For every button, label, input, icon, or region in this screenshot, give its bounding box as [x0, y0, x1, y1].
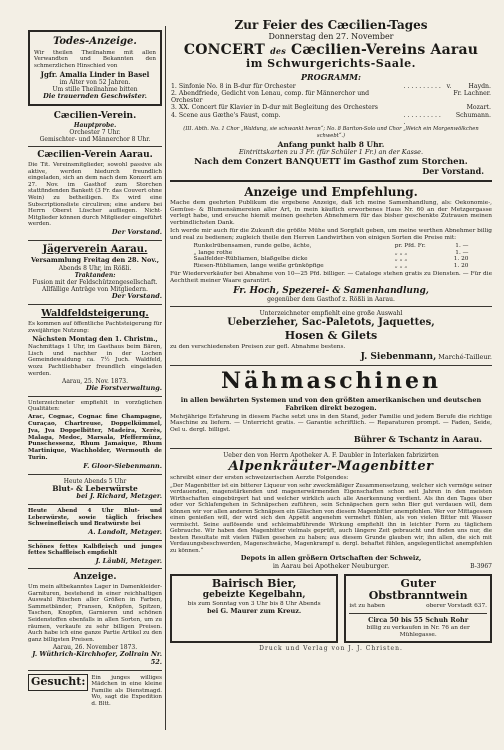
concert-banquet: Nach dem Conzert BANQUETT im Gasthof zum Storchen.	[194, 157, 468, 168]
programm-item-v: v.	[446, 82, 452, 90]
alpen-depot2: in Aarau bei Apotheker Neuburger.	[272, 561, 390, 570]
divider	[170, 365, 492, 366]
programm-note: (III. Abth. No. 1 Chor „Waldung, sie schwankt heran“; No. 8 Bariton-Solo und Chor „Weich ein Morgenwölkchen schwebt“.)	[183, 126, 479, 139]
divider	[349, 613, 487, 614]
hoch-price-row	[193, 256, 470, 263]
bier-sub: gebeizte Kegelbahn,	[202, 590, 306, 601]
wuethrich-text: Um mein altbekanntes Lager in Damenkleider-Garnituren, bestehend in einer reichhaltigen Auswahl Rüschen aller Größen in Farben, Sammetbänder, Fransen, Knöpfen, Spitzen, Taschen, Knopfen, Garnieren und schönen Seidenstoffen ebenfalls in allen Sorten, um zu räumen, verkaufe zu sehr billigen Preisen. Auch habe ich eine ganze Partie Artikel zu den ganz billigsten Preisen.	[28, 583, 162, 643]
caecilien-banquet-text: Die Tit. Vereinsmitglieder, sowohl passive als aktive, werden hiedurch freundlich eingeladen, sich an dem nach dem Konzert am 27. Nov. im Gasthof zum Storchen stattfindenden Bankett (3 Fr. das Couvert ohne Wein) zu betheiligen. Es wird eine Subscriptionsliste circuliren; eine andere bei Herrn Oberst Lüscher aufliegen. Nicht-Mitglieder können durch Mitglieder eingeführt werden.	[28, 162, 162, 228]
hoch-price-label: Runkelrübensamen, runde gelbe, ächte,	[193, 242, 312, 249]
concert-tickets: Eintrittskarten zu 3 Fr. (für Schüler 1 Fr.) an der Kasse.	[238, 148, 424, 157]
steinmann-line2: Hosen & Gilets	[284, 328, 378, 342]
alpenkraeuter-ad	[170, 452, 492, 571]
steinmann-line1: Ueberzieher, Sac-Paletots, Jaquettes,	[227, 317, 435, 329]
hoch-price-row	[193, 263, 470, 270]
programm-item	[170, 104, 492, 111]
divider	[28, 146, 162, 147]
divider	[28, 304, 162, 305]
jaeger-line2: Abends 8 Uhr, im Rößli.	[58, 265, 132, 273]
programm-item-v	[446, 104, 453, 111]
divider	[28, 670, 162, 671]
alpen-code: B-3967	[470, 563, 492, 571]
richard-signature: bei J. Richard, Metzger.	[76, 492, 162, 501]
obst-text3: Circa 50 bis 55 Schuh Rohr	[368, 616, 469, 625]
concert-heading: Zur Feier des Cæcilien-Tages	[234, 18, 428, 32]
hoch-price-unit: „ „ „	[394, 249, 408, 256]
programm-title: PROGRAMM:	[301, 72, 361, 83]
wald-date: Nächsten Montag den 1. Christm.,	[32, 334, 158, 343]
laeubli-text: Schönes fettes Kalbfleisch und junges fettes Schaffleisch empfiehlt	[28, 543, 162, 557]
naehmaschinen-sub: in allen bewährten Systemen und von den größten amerikanischen und deutschen Fabriken direkt bezogen.	[180, 396, 482, 412]
divider	[170, 180, 492, 182]
programm-item-title: 3. XX. Concert für Klavier in D-dur mit Begleitung des Orchesters	[171, 104, 378, 112]
laeubli-signature: J. Läubli, Metzger.	[95, 556, 162, 565]
naehmaschinen-title: Nähmaschinen	[220, 368, 441, 395]
divider	[170, 306, 492, 307]
concert-title-a: CONCERT	[183, 41, 266, 58]
caecilien-banquet-signature: Der Vorstand.	[111, 228, 162, 237]
concert-ad	[170, 18, 492, 177]
richard-title: Blut- & Leberwürste	[52, 483, 138, 493]
steinmann-signature-name: J. Siebenmann,	[360, 351, 437, 362]
wald-text: Es kommen auf öffentliche Pachtsteigerung für zweijährige Nutzung:	[28, 321, 162, 334]
hoch-price-value: 1. —	[455, 249, 469, 256]
death-notice-text: Wir theilen Theilnahme mit allen Verwandten und Bekannten den schmerzlichen Hinschied von	[34, 49, 156, 69]
alpen-intro: Ueber den von Herrn Apotheker A. F. Daubler in Interlaken fabrizirten	[223, 451, 439, 459]
jaeger-title: Jägerverein Aarau.	[42, 243, 148, 255]
hoch-price-value: 1. —	[455, 242, 469, 249]
alpen-depot: Depots in allen größern Ortschaften der Schweiz,	[240, 554, 422, 563]
laeubli-ad	[28, 544, 162, 566]
bier-text: bis zum Sonntag von 3 Uhr bis 8 Uhr Abends	[187, 601, 321, 608]
gloor-signature: F. Gloor-Siebenmann.	[83, 461, 162, 470]
programm-item-title: 1. Sinfonie No. 8 in B-dur für Orchester	[171, 82, 296, 90]
gesucht-title: Gesucht:	[28, 674, 88, 691]
hoch-ad	[170, 185, 492, 304]
bier-ad	[170, 574, 338, 643]
caecilien-rehearsal	[28, 111, 162, 144]
hoch-price-unit: pr. Pfd. Fr.	[394, 242, 426, 249]
hoch-price-value: 1. 20	[453, 263, 469, 270]
bier-signature: bei G. Maurer zum Kreuz.	[207, 606, 302, 615]
left-column	[28, 30, 162, 735]
richard-intro: Heute Abends 5 Uhr	[63, 477, 127, 485]
bier-title: Bairisch Bier,	[211, 576, 297, 590]
jaeger-signature: Der Vorstand.	[111, 292, 162, 301]
gloor-ad	[28, 400, 162, 471]
alpen-title: Alpenkräuter-Magenbitter	[228, 458, 434, 474]
hoch-price-unit: „ „ „	[394, 256, 408, 263]
divider	[28, 540, 162, 541]
naehmaschinen-ad	[170, 369, 492, 444]
concert-date: Donnerstag den 27. November	[268, 32, 394, 42]
divider	[28, 474, 162, 475]
wald-notice	[28, 308, 162, 393]
hoch-price-label: Saalfelder-Rübliamen, blaßgelbe dicke	[193, 256, 308, 263]
gloor-text: Arac, Cognac, Cognac fine Champagne, Curaçao, Chartreuse, Doppelkümmel, Jva, Jva Doppelbitter, Madeira, Xerès, Malaga, Medoc, Marsala, Pfeffermünz, Punschessenz, Rhum Jamaique, Rhum Martinique, Wachholder, Wermouth de Turin.	[28, 414, 162, 462]
alpen-lead: schreibt einer der ersten schweizerischen Aerzte Folgendes:	[170, 474, 349, 481]
programm-item	[170, 90, 492, 105]
right-column	[170, 14, 492, 736]
programm-item	[170, 83, 492, 90]
concert-title	[170, 42, 492, 59]
divider	[28, 568, 162, 569]
divider	[170, 448, 492, 449]
death-notice-signature: Die trauernden Geschwister.	[43, 91, 147, 100]
jaeger-line4: Allfällige Anträge von Mitgliedern.	[42, 286, 148, 294]
landolt-signature: A. Landolt, Metzger.	[88, 527, 162, 536]
obst-text4: billig zu verkaufen in Nr. 76 an der Mühlegasse.	[366, 624, 470, 638]
wald-place: Aarau, 25. Nov. 1873.	[61, 378, 128, 386]
richard-ad	[28, 478, 162, 502]
wald-signature: Die Forstverwaltung.	[85, 384, 162, 393]
landolt-ad	[28, 508, 162, 536]
gloor-intro: Unterzeichneter empfiehlt in vorzüglichen Qualitäten:	[28, 399, 162, 413]
death-notice-title: Todes-Anzeige.	[53, 36, 137, 47]
hoch-price-label: Riesen-Rübliamen, lange weiße grünköpfige	[193, 263, 324, 270]
programm-list	[170, 83, 492, 127]
programm-item-v	[446, 90, 453, 105]
caecilien-rehearsal-line2: Gemischter- und Männerchor 8 Uhr.	[39, 136, 151, 144]
divider	[28, 504, 162, 505]
hoch-price-list	[193, 243, 470, 270]
programm-item	[170, 112, 492, 127]
obst-ad	[344, 574, 492, 643]
steinmann-signature-title: Marché-Tailleur.	[438, 352, 492, 361]
hoch-text2: Ich werde mir auch für die Zukunft die größte Mühe und Sorgfalt geben, um meine werthen Abnehmer billig und real zu bedienen; zugleich theile den Herren Landwirthen von einigen Sorten die Preise mit:	[170, 228, 492, 241]
bottom-ads	[170, 574, 492, 643]
obst-title: Guter Obstbranntwein	[368, 576, 468, 603]
hoch-price-value: 1. 20	[453, 256, 469, 263]
wald-text2: Nachmittags 1 Uhr, im Gasthaus beim Bären, Lisch und nachher in der Lochen Gemeindewaldung ca. 7½ Juch. Waldfeld, wozu Pachtliebhaber freundlich eingeladen werden.	[28, 344, 162, 377]
obst-row	[349, 603, 487, 610]
hoch-price-unit: „ „ „	[394, 263, 408, 270]
concert-signature: Der Vorstand.	[422, 166, 484, 177]
wuethrich-ad	[28, 572, 162, 666]
wald-title: Waldfeldsteigerung.	[41, 308, 149, 320]
divider	[28, 240, 162, 241]
steinmann-signature	[170, 352, 492, 363]
programm-item-composer: Mozart.	[466, 104, 491, 112]
landolt-text: Heute Abend 4 Uhr Blut- und Leberwürste, sowie täglich frisches Schweinefleisch und Bratwürste bei	[28, 508, 162, 528]
wuethrich-title: Anzeige.	[73, 572, 117, 583]
steinmann-ad	[170, 310, 492, 362]
jaeger-line3: Fusion mit der Feldschützengesellschaft.	[32, 279, 158, 287]
hoch-text3: Für Wiederverkäufer bei Abnahme von 10—25 Pfd. billiger. — Cataloge stehen gratis zu Diensten. — Für die Aechtheit meiner Waare garantirt.	[170, 271, 492, 284]
wuethrich-place: Aarau, 26. November 1873.	[52, 644, 138, 652]
programm-item-dots: . . . . . . . . . .	[403, 82, 441, 90]
death-notice	[28, 30, 162, 106]
caecilien-banquet	[28, 150, 162, 236]
programm-item-composer: Schumann.	[455, 111, 491, 119]
programm-item-title: 4. Scene aus Gæthe's Faust, comp.	[171, 111, 281, 119]
concert-title-c: Cæcilien-Vereins Aarau	[290, 41, 479, 58]
caecilien-rehearsal-sub: Hauptprobe.	[73, 122, 117, 130]
hoch-price-row	[193, 250, 470, 257]
alpen-text: „Der Magenbitter ist ein bitterer Liqueur von sehr zweckmäßiger Zusammensetzung, welcher sich vermöge seiner verdauenden, magenstärkenden und magenerwärmenden Eigenschaften schon seit Jahren in den meisten Wirthschaften eingebürgert hat und welcher wirklich auch alle Anerkennung verdient. Als ihn den Tages über oder vor Schlafengehen in Schnäpschen zuführen, sein Schnäpschen gern sehn Bier gut verdauen will, dem können wir vor allen anderen Schnäpsen ein Gläschen von diesem Magenbitter anempfehlen. Wer vor Mittagessen einen genießen will, der wird sich den Appetit angenehm vermehrt fühlen, als von vielen Bitter mit Wasser vermischt. Seine auflösende und schleimabführende Wirkung empfiehlt ihn in leichter Form zu täglichem Gebrauche. Wir haben den Magenbitter vielmals geprüft, auch längere Zeit gebraucht und finden uns nur, die besten Resultate mit vielen Fällen gesehen zu haben; aus diesem Grunde glauben wir, ihn allen, die sich mit Verdauungsbeschwerden, Magenschwäche, Magenkrampf u. dergl. behaftet fühlen, angelegentlichst anempfehlen zu können.“	[170, 482, 492, 554]
hoch-text1: Mache dem geehrten Publikum die ergebene Anzeige, daß ich meine Samenhandlung, als: Oekonomie-, Gemüse- & Blumensämereien aller Art, in mein käuflich erworbenes Haus Nr. 60 an der Metzgergasse verlegt habe, und ersuche hiemit meinen geehrten Abnehmern für das bisher geschenkte Zutrauen meinen verbindlichsten Dank.	[170, 199, 492, 227]
hoch-price-row	[193, 243, 470, 250]
concert-venue: im Schwurgerichts-Saale.	[246, 57, 416, 71]
caecilien-rehearsal-title: Cæcilien-Verein.	[53, 110, 137, 121]
steinmann-text: zu den verschiedensten Preisen zur gefl. Abnahme bestens.	[170, 343, 346, 350]
jaeger-line1: Versammlung Freitag den 28. Nov.,	[30, 256, 160, 265]
programm-item-composer: Fr. Lachner.	[453, 89, 491, 97]
caecilien-rehearsal-line1: Orchester 7 Uhr.	[69, 129, 121, 137]
concert-start: Anfang punkt halb 8 Uhr.	[277, 139, 385, 149]
hoch-signature: Fr. Hoch, Spezerei- & Samenhandlung,	[233, 285, 429, 296]
obst-text2: oberer Vorstadt 637.	[426, 603, 487, 610]
death-notice-note: Um stille Theilnahme bitten	[52, 85, 138, 93]
imprint: Druck und Verlag von J. J. Christen.	[259, 644, 403, 652]
hoch-price-label: „ lange rothe	[193, 249, 233, 256]
wuethrich-signature: J. Wüthrich-Kirchhofer, Zollrain Nr. 52.	[32, 650, 162, 667]
hoch-signature-address: gegenüber dem Gasthof z. Rößli in Aarau.	[267, 296, 395, 304]
death-notice-name: Jgfr. Amalia Linder in Basel	[40, 69, 150, 79]
steinmann-intro: Unterzeichneter empfiehlt eine große Auswahl	[259, 310, 403, 318]
gesucht-ad	[28, 674, 162, 709]
programm-item-dots	[403, 104, 446, 111]
naehmaschinen-text: Mehrjährige Erfahrung in diesem Fache setzt uns in den Stand, jeder Familie und jedem Berufe die richtige Maschine zu liefern. — Unterricht gratis. — Garantie schriftlich. — Reparaturen prompt. — Faden, Seide, Oel u. dergl. billigst.	[170, 413, 492, 434]
programm-item-dots	[403, 90, 446, 105]
caecilien-banquet-title: Cæcilien-Verein Aarau.	[37, 150, 153, 161]
concert-title-b: des	[270, 45, 286, 56]
programm-item-title: 2. Abendfriede, Gedicht von Lenau, comp. für Männerchor und Orchester	[171, 89, 370, 105]
jaeger-sub: Traktanden:	[74, 272, 116, 280]
gesucht-text: Ein junges williges Mädchen in eine kleine Familie als Dienstmagd. Wo, sagt die Expedition d. Bltt.	[91, 674, 162, 708]
jaeger-notice	[28, 244, 162, 301]
naehmaschinen-signature: Bührer & Tschantz in Aarau.	[353, 434, 482, 445]
obst-text1: ist zu haben	[349, 603, 386, 610]
programm-item-dots: . . . . . . . . . . .	[403, 111, 441, 127]
hoch-title: Anzeige und Empfehlung.	[244, 184, 418, 199]
programm-item-v	[446, 112, 453, 127]
programm-item-composer: Haydn.	[468, 82, 491, 90]
death-notice-age: im Alter von 52 Jahren.	[59, 78, 131, 86]
column-divider	[165, 26, 166, 730]
divider	[28, 396, 162, 397]
